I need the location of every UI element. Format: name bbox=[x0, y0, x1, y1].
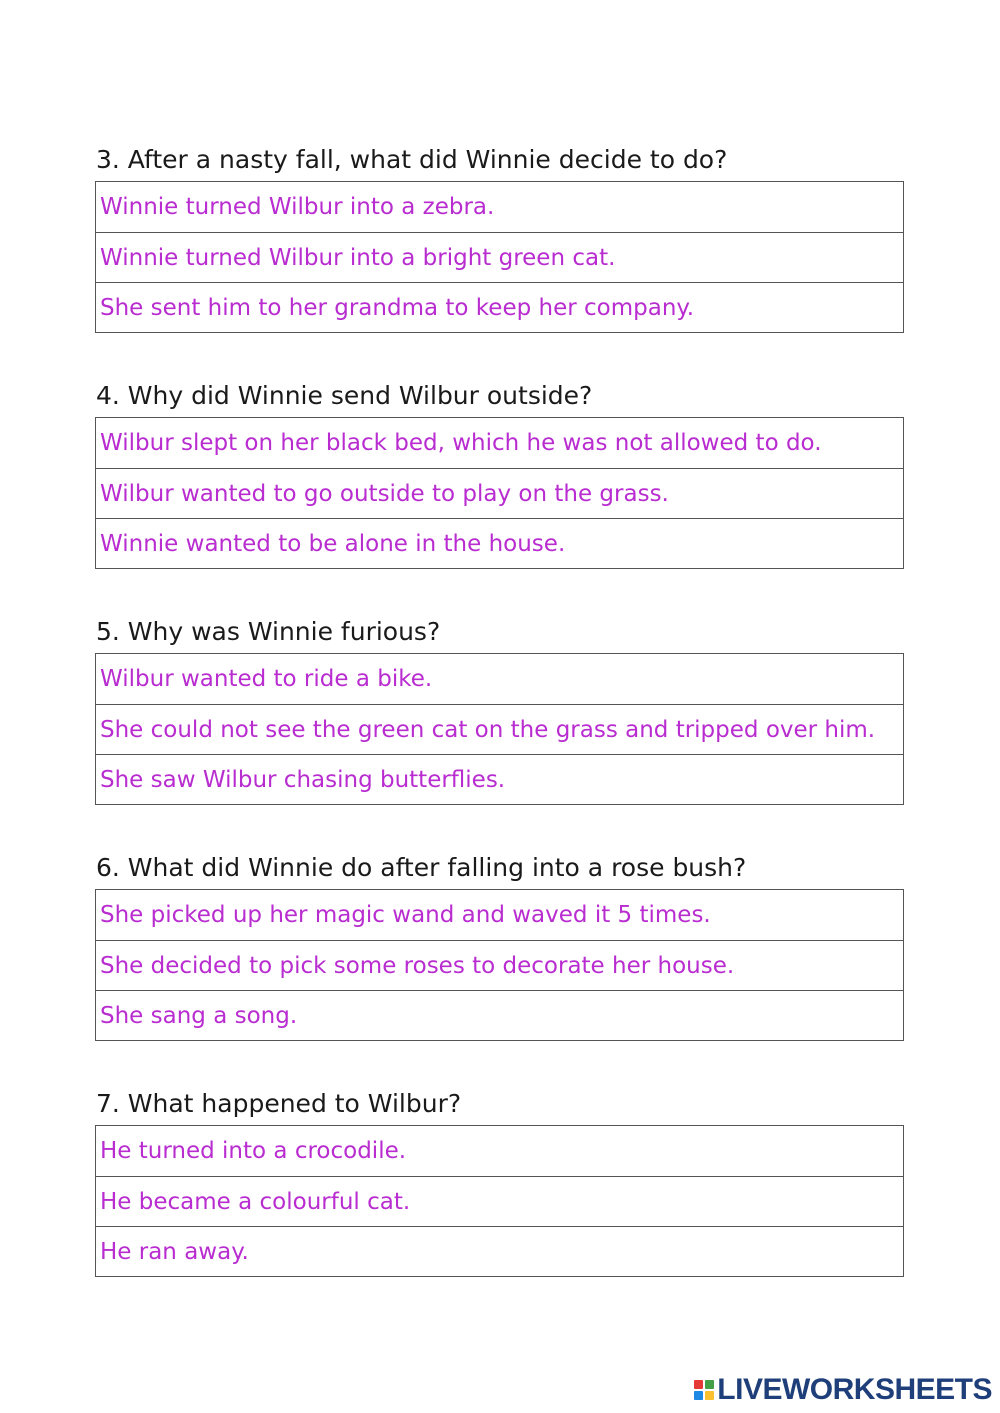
answer-option[interactable]: Wilbur wanted to ride a bike. bbox=[100, 666, 433, 692]
answer-option[interactable]: She could not see the green cat on the grass and tripped over him. bbox=[96, 704, 903, 754]
question-4 bbox=[95, 381, 904, 569]
logo-square-icon bbox=[705, 1391, 714, 1400]
answer-option[interactable]: She decided to pick some roses to decorate her house. bbox=[96, 940, 903, 990]
question-3 bbox=[95, 145, 904, 333]
answer-options bbox=[95, 653, 904, 805]
question-6 bbox=[95, 853, 904, 1041]
answer-option[interactable]: He turned into a crocodile. bbox=[100, 1138, 407, 1164]
answer-option[interactable]: She saw Wilbur chasing butterflies. bbox=[96, 754, 903, 804]
answer-option[interactable]: Wilbur slept on her black bed, which he was not allowed to do. bbox=[100, 430, 822, 456]
logo-square-icon bbox=[705, 1380, 714, 1389]
question-text: 4. Why did Winnie send Wilbur outside? bbox=[96, 381, 593, 410]
answer-options bbox=[95, 181, 904, 333]
question-text: 3. After a nasty fall, what did Winnie decide to do? bbox=[96, 145, 728, 174]
logo-icon bbox=[694, 1380, 714, 1400]
answer-options bbox=[95, 1125, 904, 1277]
question-text: 6. What did Winnie do after falling into a rose bush? bbox=[96, 853, 747, 882]
liveworksheets-logo bbox=[694, 1373, 992, 1407]
question-5 bbox=[95, 617, 904, 805]
question-text: 5. Why was Winnie furious? bbox=[96, 617, 441, 646]
question-text: 7. What happened to Wilbur? bbox=[96, 1089, 462, 1118]
answer-options bbox=[95, 889, 904, 1041]
answer-option[interactable]: Winnie turned Wilbur into a bright green cat. bbox=[96, 232, 903, 282]
answer-option[interactable]: He became a colourful cat. bbox=[96, 1176, 903, 1226]
answer-option[interactable]: Wilbur wanted to go outside to play on the grass. bbox=[96, 468, 903, 518]
answer-option[interactable]: She sang a song. bbox=[96, 990, 903, 1040]
logo-text: LIVEWORKSHEETS bbox=[717, 1373, 992, 1406]
answer-option[interactable]: She sent him to her grandma to keep her company. bbox=[96, 282, 903, 332]
logo-square-icon bbox=[694, 1391, 703, 1400]
answer-options bbox=[95, 417, 904, 569]
answer-option[interactable]: Winnie turned Wilbur into a zebra. bbox=[100, 194, 495, 220]
answer-option[interactable]: She picked up her magic wand and waved it 5 times. bbox=[100, 902, 711, 928]
question-7 bbox=[95, 1089, 904, 1277]
logo-square-icon bbox=[694, 1380, 703, 1389]
answer-option[interactable]: He ran away. bbox=[96, 1226, 903, 1276]
answer-option[interactable]: Winnie wanted to be alone in the house. bbox=[96, 518, 903, 568]
